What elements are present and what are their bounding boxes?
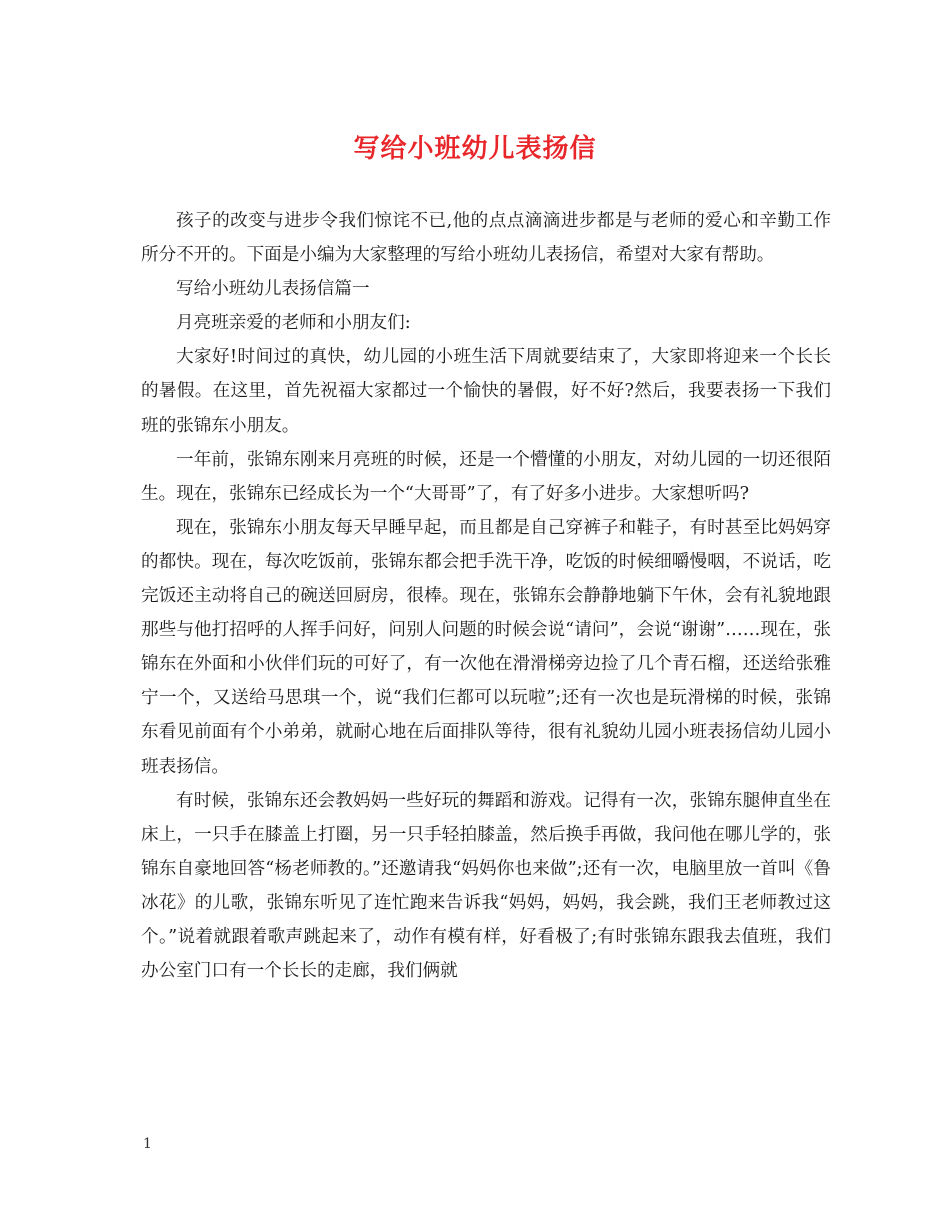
body-paragraph: 一年前，张锦东刚来月亮班的时候，还是一个懵懂的小朋友，对幼儿园的一切还很陌生。现在，张锦东已经成长为一个“大哥哥”了，有了好多小进步。大家想听吗? [141, 449, 831, 504]
body-paragraph: 大家好!时间过的真快，幼儿园的小班生活下周就要结束了，大家即将迎来一个长长的暑假。在这里，首先祝福大家都过一个愉快的暑假，好不好?然后，我要表扬一下我们班的张锦东小朋友。 [141, 347, 831, 436]
body-paragraph: 有时候，张锦东还会教妈妈一些好玩的舞蹈和游戏。记得有一次，张锦东腿伸直坐在床上，一只手在膝盖上打圈，另一只手轻拍膝盖，然后换手再做，我问他在哪儿学的，张锦东自豪地回答“杨老师教的。”还邀请我“妈妈你也来做”;还有一次，电脑里放一首叫《鲁冰花》的儿歌，张锦东听见了连忙跑来告诉我“妈妈，妈妈，我会跳，我们王老师教过这个。”说着就跟着歌声跳起来了，动作有模有样，好看极了;有时张锦东跟我去值班，我们办公室门口有一个长长的走廊，我们俩就 [141, 790, 831, 982]
section-heading: 写给小班幼儿表扬信篇一 [176, 279, 370, 300]
page-title: 写给小班幼儿表扬信 [353, 134, 597, 164]
letter-salutation: 月亮班亲爱的老师和小朋友们: [176, 313, 411, 334]
page-number: 1 [143, 1136, 152, 1152]
intro-paragraph: 孩子的改变与进步令我们惊诧不已,他的点点滴滴进步都是与老师的爱心和辛勤工作所分不开的。下面是小编为大家整理的写给小班幼儿表扬信，希望对大家有帮助。 [141, 211, 831, 266]
body-paragraph: 现在，张锦东小朋友每天早睡早起，而且都是自己穿裤子和鞋子，有时甚至比妈妈穿的都快。现在，每次吃饭前，张锦东都会把手洗干净，吃饭的时候细嚼慢咽，不说话，吃完饭还主动将自己的碗送回厨房，很棒。现在，张锦东会静静地躺下午休，会有礼貌地跟那些与他打招呼的人挥手问好，问别人问题的时候会说“请问”，会说“谢谢”……现在，张锦东在外面和小伙伴们玩的可好了，有一次他在滑滑梯旁边捡了几个青石榴，还送给张雅宁一个，又送给马思琪一个，说“我们仨都可以玩啦”;还有一次也是玩滑梯的时候，张锦东看见前面有个小弟弟，就耐心地在后面排队等待，很有礼貌幼儿园小班表扬信幼儿园小班表扬信。 [141, 517, 831, 777]
document-body [141, 204, 831, 988]
